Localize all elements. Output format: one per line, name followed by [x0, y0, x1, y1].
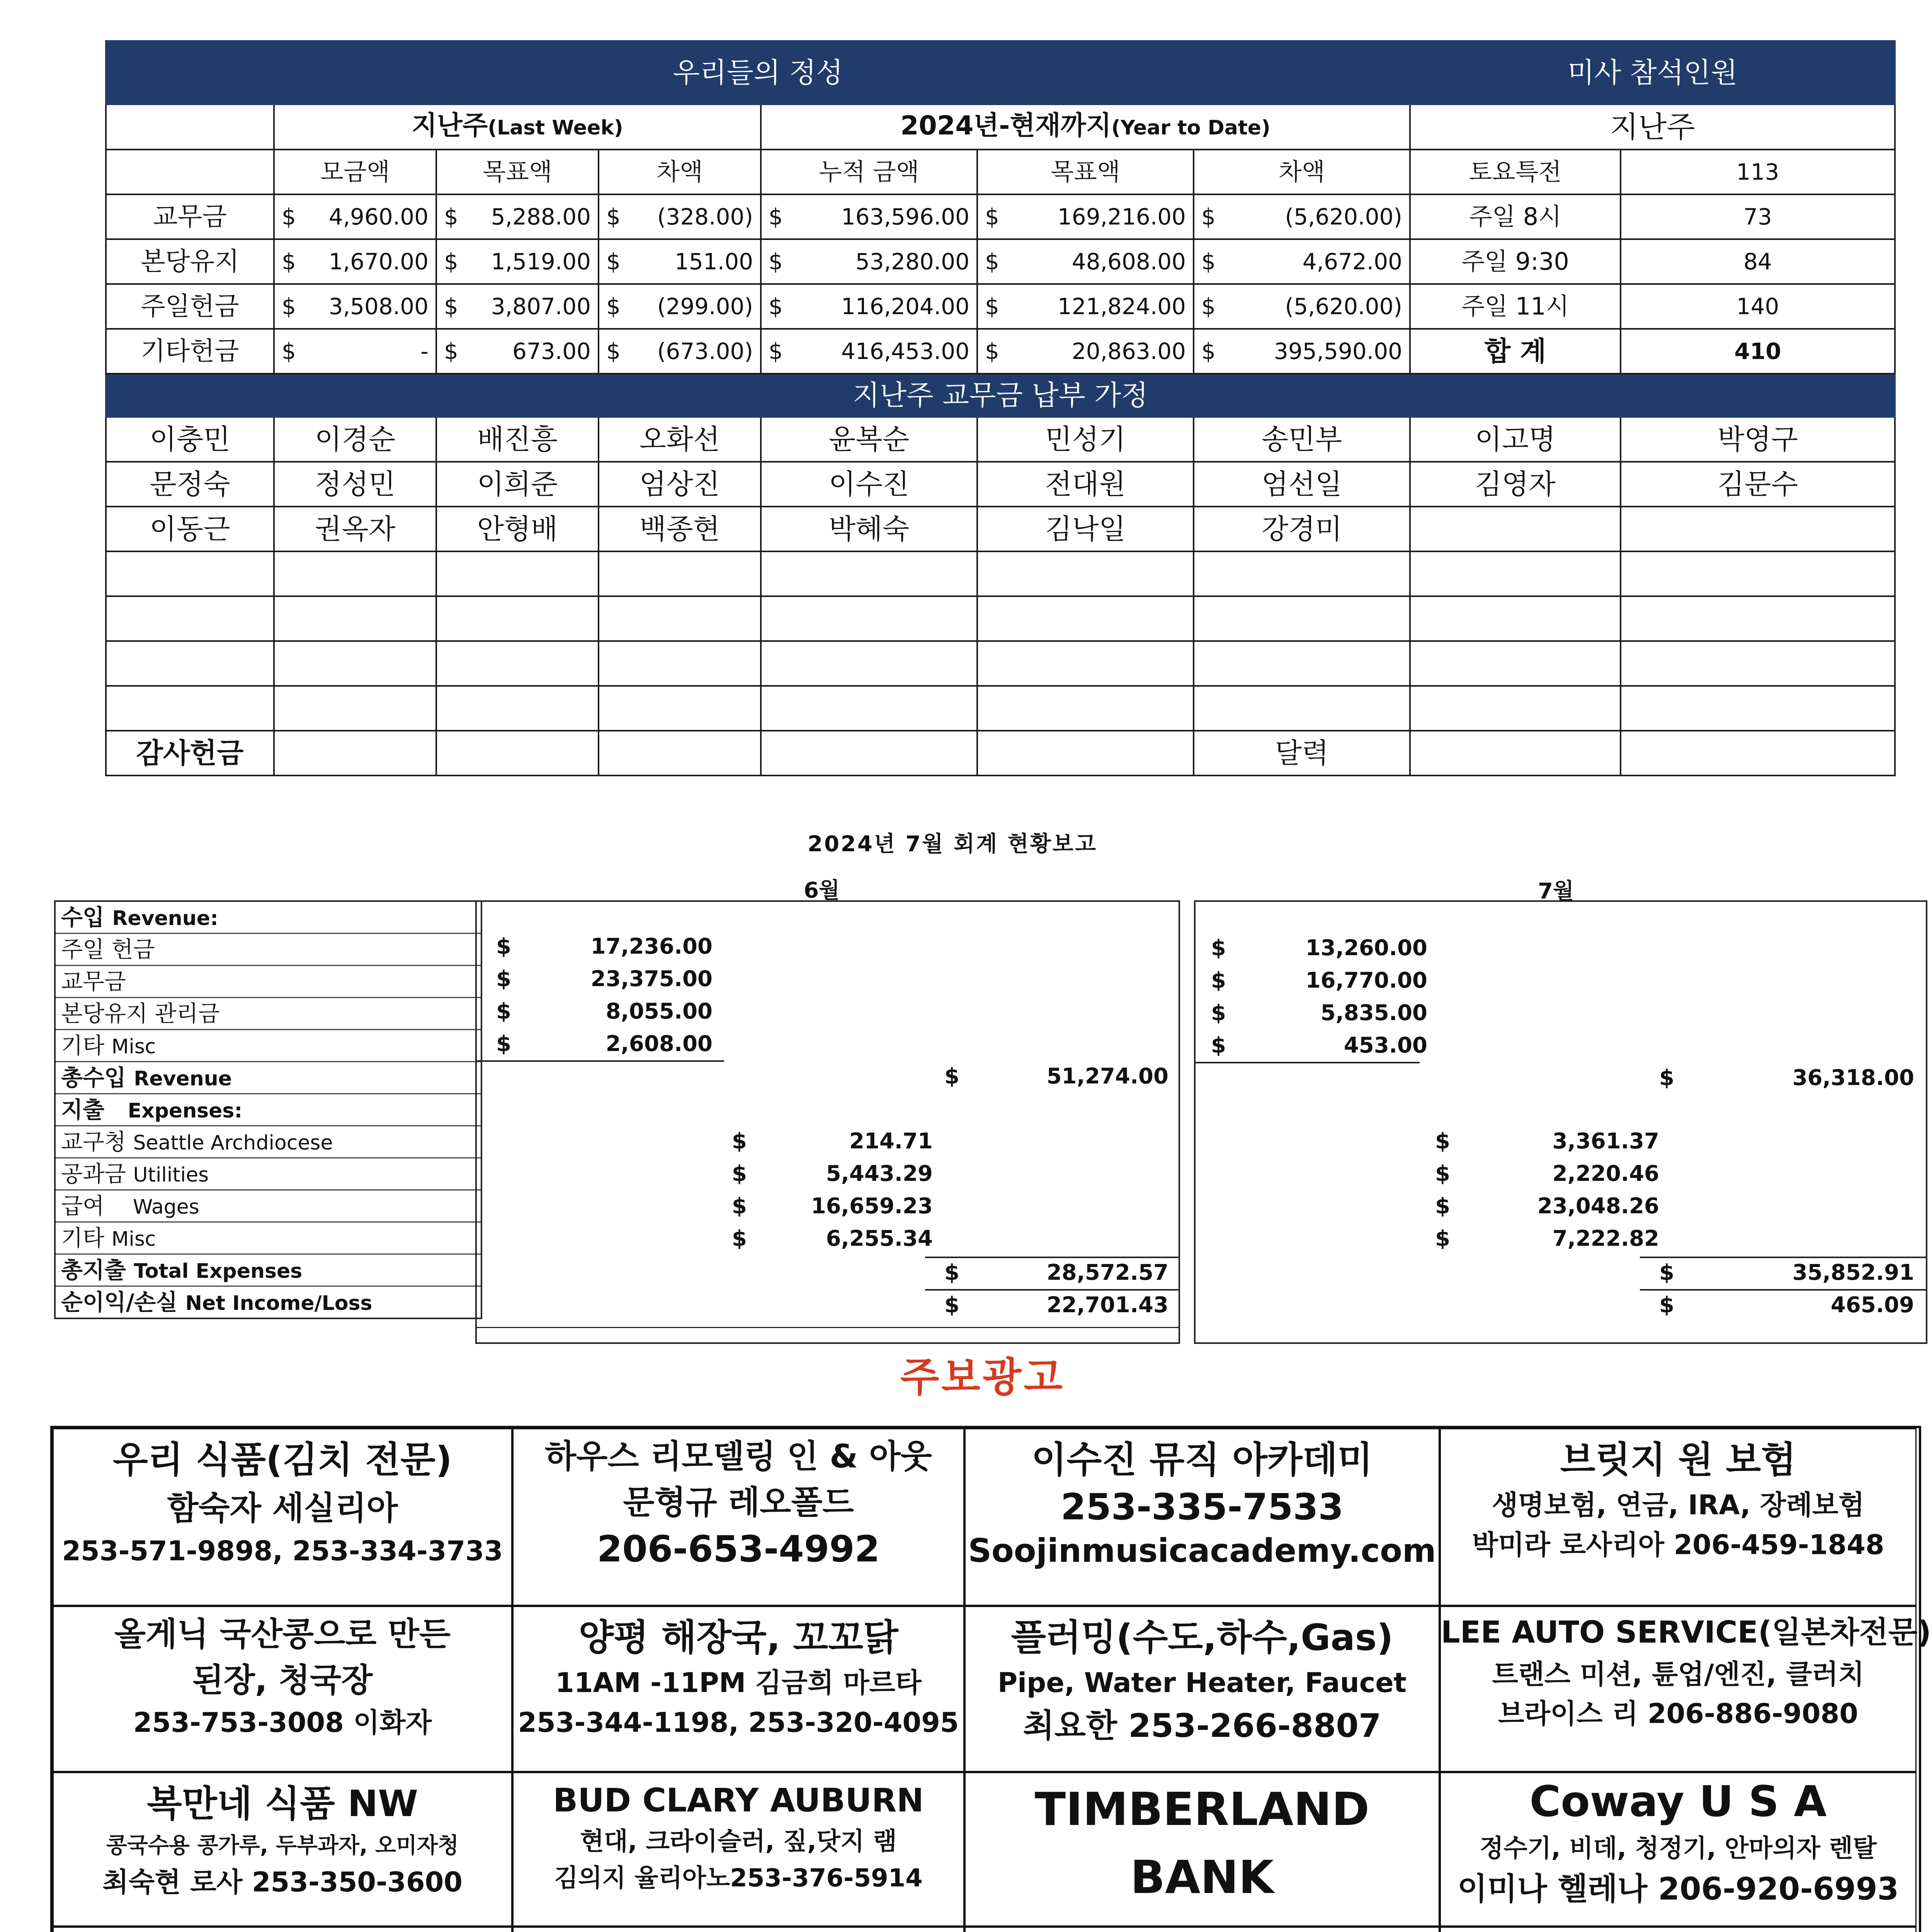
calendar-label: 달력	[1194, 731, 1410, 776]
ad-music-academy: 이수진 뮤직 아카데미 253-335-7533 Soojinmusicacademy.com	[964, 1428, 1440, 1606]
ad-woori-food: 우리 식품(김치 전문) 함숙자 세실리아 253-571-9898, 253-334-3733	[53, 1428, 512, 1606]
finance-title: 2024년 7월 회계 현황보고	[808, 832, 1098, 857]
ad-bridge-insurance: 브릿지 원 보험 생명보험, 연금, IRA, 장례보험 박미라 로사리아 206-459-1848	[1440, 1428, 1917, 1606]
thanks-row	[106, 731, 1895, 776]
blank-row	[106, 596, 1895, 641]
ads-title: 주보광고	[900, 1354, 1065, 1401]
ad-better-properties	[53, 1927, 512, 1932]
ad-bud-clary: BUD CLARY AUBURN 현대, 크라이슬러, 짚,닷지 램 김의지 율리아노253-376-5914	[512, 1772, 964, 1927]
attendance-sub: 지난주	[1410, 104, 1895, 150]
finance-labels: 수입 Revenue: 주일 헌금 교무금 본당유지 관리금 기타 Misc 총수입 Revenue 지출 Expenses: 교구청 Seattle Archdiocese 공과금 Utilities 급여 Wages 기타 Misc 총지출 Total Expenses 순이익/손실 Net Income/Loss	[54, 900, 482, 1319]
col-diff: 차액	[599, 150, 761, 194]
ad-bokmanne-food: 복만네 식품 NW 콩국수용 콩가루, 두부과자, 오미자청 최숙현 로사 253-350-3600	[53, 1772, 512, 1927]
table-row: 주일헌금 $ 3,508.00 $ 3,807.00 $ (299.00) $ 116,204.00 $ 121,824.00 $ (5,620.00) 주일 11시 140	[106, 284, 1895, 329]
col-ytd-diff: 차액	[1194, 150, 1410, 194]
ad-coway: Coway U S A 정수기, 비데, 청정기, 안마의자 렌탈 이미나 헬레나 206-920-6993	[1440, 1772, 1917, 1927]
attendance-label: 토요특전	[1410, 150, 1621, 194]
table-row: 본당유지 $ 1,670.00 $ 1,519.00 $ 151.00 $ 53,280.00 $ 48,608.00 $ 4,672.00 주일 9:30 84	[106, 239, 1895, 284]
attendance-total-label: 합 계	[1410, 329, 1621, 374]
july-box: $ 13,260.00 $ 16,770.00 $ 5,835.00 $ 453.00 $ 36,318.00 $ 3,361.37 $ 2,220.46 $ 23,048.26 $ 7,222.82 $ 35,852.91 $ 465.09	[1194, 900, 1927, 1344]
donor-row: 이충민 이경순 배진흥 오화선 윤복순 민성기 송민부 이고명 박영구	[106, 417, 1895, 462]
ad-plumbing: 플러밍(수도,하수,Gas) Pipe, Water Heater, Faucet 최요한 253-266-8807	[964, 1606, 1440, 1772]
blank-row	[106, 551, 1895, 596]
thanks-label: 감사헌금	[106, 731, 274, 776]
corner-cell	[106, 104, 274, 150]
donors-title: 지난주 교무금 납부 가정	[106, 374, 1895, 417]
attendance-title: 미사 참석인원	[1410, 41, 1895, 104]
blank-row	[106, 641, 1895, 686]
june-label: 6월	[804, 878, 840, 903]
table-row: 교무금 $ 4,960.00 $ 5,288.00 $ (328.00) $ 163,596.00 $ 169,216.00 $ (5,620.00) 주일 8시 73	[106, 194, 1895, 239]
last-week-header: 지난주(Last Week)	[274, 104, 761, 150]
donor-row: 문정숙 정성민 이희준 엄상진 이수진 전대원 엄선일 김영자 김문수	[106, 462, 1895, 507]
table-row: 기타헌금 $ - $ 673.00 $ (673.00) $ 416,453.00 $ 20,863.00 $ 395,590.00 합 계 410	[106, 329, 1895, 374]
donor-row: 이동근 권옥자 안형배 백종현 박혜숙 김낙일 강경미	[106, 507, 1895, 551]
col-target: 목표액	[436, 150, 599, 194]
ad-timberland-bank: TIMBERLAND BANK	[964, 1772, 1440, 1927]
attendance-total: 410	[1621, 329, 1895, 374]
col-collected: 모금액	[274, 150, 436, 194]
blank-row	[106, 686, 1895, 731]
ads-grid	[50, 1426, 1931, 1932]
ad-house-remodeling: 하우스 리모델링 인 & 아웃 문형규 레오폴드 206-653-4992	[512, 1428, 964, 1606]
ad-unibank	[964, 1927, 1440, 1932]
july-label: 7월	[1538, 879, 1574, 904]
col-ytd-target: 목표액	[977, 150, 1194, 194]
attendance-count: 113	[1621, 150, 1895, 194]
col-cumulative: 누적 금액	[761, 150, 977, 194]
ad-onnuri-pharmacy	[512, 1927, 964, 1932]
ad-lee-auto: LEE AUTO SERVICE(일본차전문) 트랜스 미션, 튠업/엔진, 클러치 브라이스 리 206-886-9080	[1440, 1606, 1917, 1772]
offerings-title: 우리들의 정성	[106, 41, 1410, 104]
ad-lee-dental	[1440, 1927, 1917, 1932]
ad-organic-bean: 올게닉 국산콩으로 만든 된장, 청국장 253-753-3008 이화자	[53, 1606, 512, 1772]
ad-yangpyeong-soup: 양평 해장국, 꼬꼬닭 11AM -11PM 김금희 마르타 253-344-1198, 253-320-4095	[512, 1606, 964, 1772]
june-box: $ 17,236.00 $ 23,375.00 $ 8,055.00 $ 2,608.00 $ 51,274.00 $ 214.71 $ 5,443.29 $ 16,659.23 $ 6,255.34 $ 28,572.57 $ 22,701.43	[475, 900, 1180, 1344]
ytd-header: 2024년-현재까지(Year to Date)	[761, 104, 1410, 150]
offerings-table	[105, 40, 1896, 776]
